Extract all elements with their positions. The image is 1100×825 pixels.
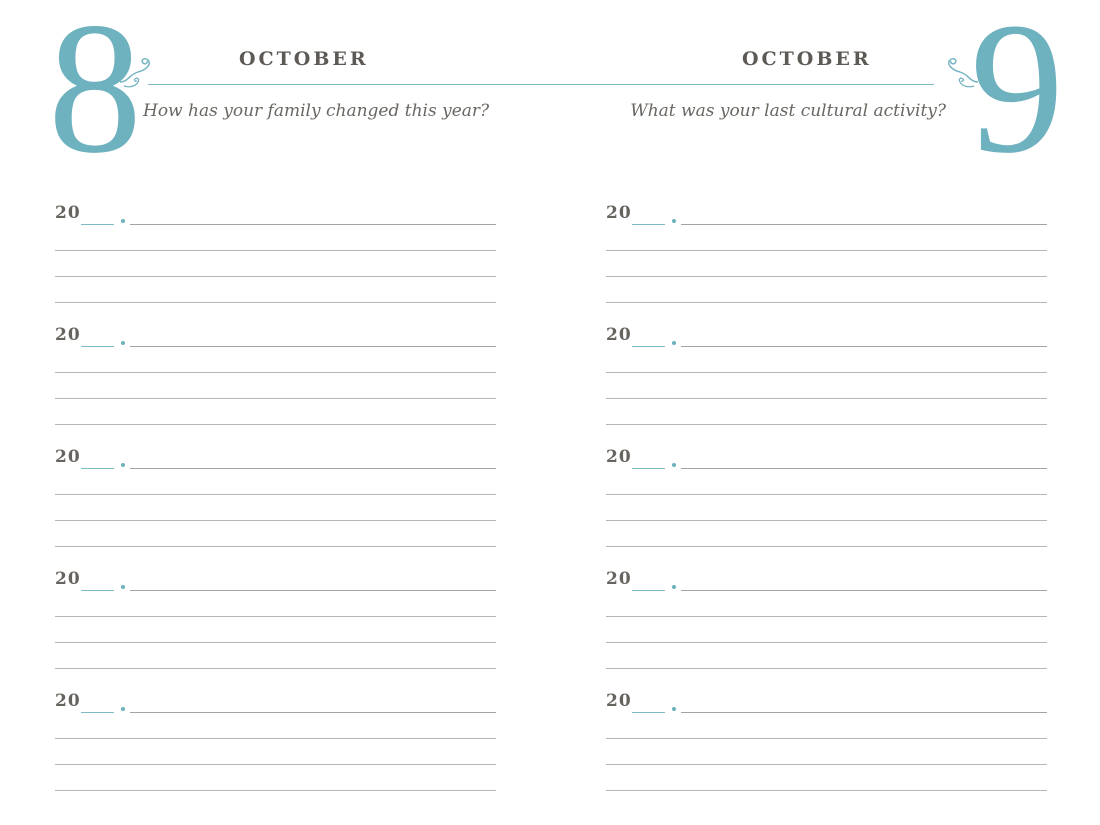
bullet-dot — [672, 707, 676, 711]
writing-line[interactable] — [606, 372, 1047, 373]
year-prefix: 20 — [55, 569, 81, 589]
flourish-icon — [940, 52, 980, 92]
bullet-dot — [672, 585, 676, 589]
writing-line[interactable] — [55, 546, 496, 547]
journal-entry — [55, 325, 496, 425]
journal-entry — [606, 569, 1047, 669]
year-blank-line[interactable] — [632, 468, 665, 469]
year-blank-line[interactable] — [81, 712, 114, 713]
year-blank-line[interactable] — [632, 712, 665, 713]
journal-entry — [606, 691, 1047, 791]
year-prefix: 20 — [55, 447, 81, 467]
bullet-dot — [672, 341, 676, 345]
day-number: 8 — [48, 0, 142, 192]
writing-line[interactable] — [606, 546, 1047, 547]
journal-entry — [606, 203, 1047, 303]
year-blank-line[interactable] — [632, 224, 665, 225]
year-prefix: 20 — [606, 691, 632, 711]
bullet-dot — [672, 219, 676, 223]
bullet-dot — [121, 707, 125, 711]
writing-line[interactable] — [55, 276, 496, 277]
writing-line[interactable] — [55, 424, 496, 425]
writing-line[interactable] — [55, 494, 496, 495]
year-prefix: 20 — [55, 203, 81, 223]
writing-line[interactable] — [55, 372, 496, 373]
writing-line[interactable] — [55, 764, 496, 765]
writing-line[interactable] — [681, 712, 1047, 713]
writing-line[interactable] — [606, 276, 1047, 277]
header-rule — [148, 84, 550, 85]
writing-line[interactable] — [681, 224, 1047, 225]
year-blank-line[interactable] — [632, 346, 665, 347]
writing-line[interactable] — [606, 520, 1047, 521]
writing-line[interactable] — [681, 346, 1047, 347]
writing-line[interactable] — [606, 790, 1047, 791]
writing-line[interactable] — [55, 668, 496, 669]
right-page — [550, 0, 1100, 825]
year-prefix: 20 — [606, 325, 632, 345]
year-blank-line[interactable] — [81, 224, 114, 225]
year-blank-line[interactable] — [81, 346, 114, 347]
writing-line[interactable] — [606, 738, 1047, 739]
year-blank-line[interactable] — [81, 468, 114, 469]
daily-question: How has your family changed this year? — [143, 101, 490, 121]
writing-line[interactable] — [606, 494, 1047, 495]
journal-entry — [606, 325, 1047, 425]
writing-line[interactable] — [55, 790, 496, 791]
writing-line[interactable] — [606, 642, 1047, 643]
year-blank-line[interactable] — [81, 590, 114, 591]
journal-entry — [606, 447, 1047, 547]
bullet-dot — [121, 585, 125, 589]
writing-line[interactable] — [55, 520, 496, 521]
day-number: 9 — [970, 0, 1064, 192]
month-label: OCTOBER — [239, 48, 369, 70]
writing-line[interactable] — [55, 302, 496, 303]
writing-line[interactable] — [55, 738, 496, 739]
month-label: OCTOBER — [742, 48, 872, 70]
year-prefix: 20 — [606, 203, 632, 223]
bullet-dot — [121, 463, 125, 467]
writing-line[interactable] — [130, 590, 496, 591]
writing-line[interactable] — [606, 302, 1047, 303]
writing-line[interactable] — [606, 424, 1047, 425]
writing-line[interactable] — [606, 668, 1047, 669]
bullet-dot — [672, 463, 676, 467]
year-prefix: 20 — [606, 569, 632, 589]
journal-entry — [55, 691, 496, 791]
writing-line[interactable] — [55, 398, 496, 399]
journal-entry — [55, 203, 496, 303]
year-prefix: 20 — [55, 691, 81, 711]
daily-question: What was your last cultural activity? — [630, 101, 946, 121]
year-prefix: 20 — [606, 447, 632, 467]
writing-line[interactable] — [606, 764, 1047, 765]
journal-entry — [55, 447, 496, 547]
writing-line[interactable] — [606, 250, 1047, 251]
writing-line[interactable] — [130, 468, 496, 469]
year-prefix: 20 — [55, 325, 81, 345]
writing-line[interactable] — [130, 346, 496, 347]
writing-line[interactable] — [55, 642, 496, 643]
header-rule — [550, 84, 934, 85]
bullet-dot — [121, 219, 125, 223]
writing-line[interactable] — [606, 398, 1047, 399]
journal-entry — [55, 569, 496, 669]
writing-line[interactable] — [130, 712, 496, 713]
year-blank-line[interactable] — [632, 590, 665, 591]
writing-line[interactable] — [606, 616, 1047, 617]
writing-line[interactable] — [55, 616, 496, 617]
writing-line[interactable] — [55, 250, 496, 251]
bullet-dot — [121, 341, 125, 345]
writing-line[interactable] — [130, 224, 496, 225]
flourish-icon — [118, 52, 158, 92]
writing-line[interactable] — [681, 590, 1047, 591]
writing-line[interactable] — [681, 468, 1047, 469]
